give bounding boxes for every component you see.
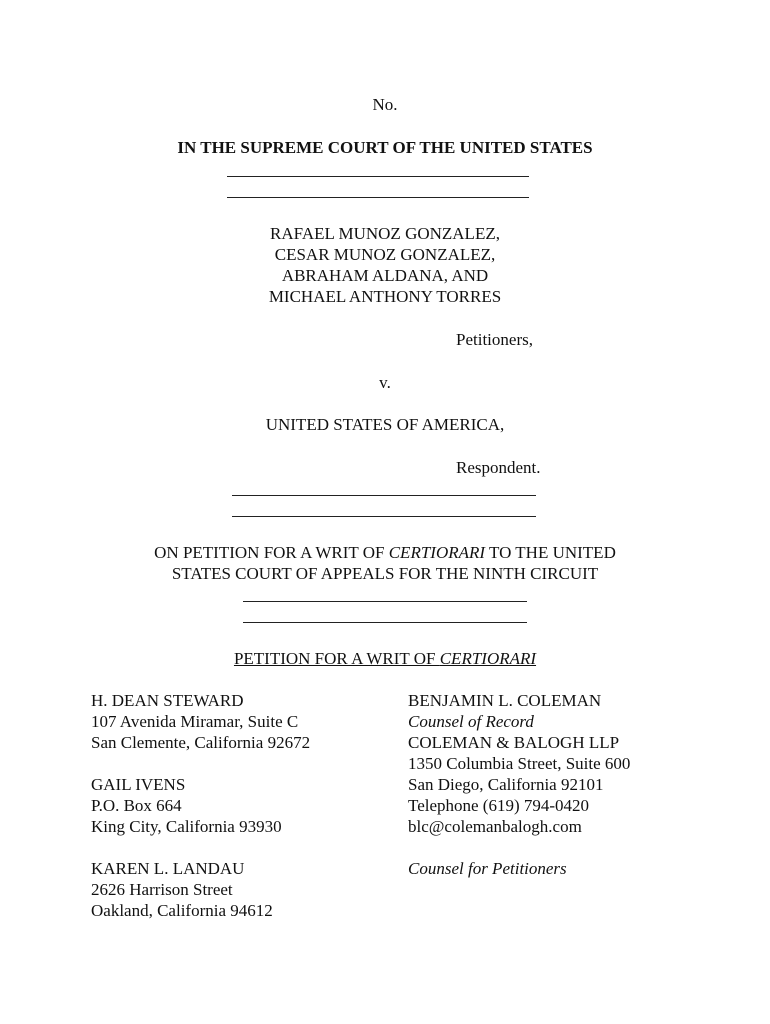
firm-street: 1350 Columbia Street, Suite 600 [408,754,631,773]
law-firm: COLEMAN & BALOGH LLP [408,733,620,752]
petitioner-name: CESAR MUNOZ GONZALEZ, [274,245,496,264]
counsel-address: 107 Avenida Miramar, Suite C [91,712,299,731]
document-title [0,648,770,669]
divider-line [232,495,536,496]
petitioner-name: MICHAEL ANTHONY TORRES [268,287,502,306]
firm-city: San Diego, California 92101 [408,775,604,794]
counsel-for-label: Counsel for Petitioners [408,859,567,878]
right-counsel-column [408,690,630,879]
respondent-label: Respondent. [456,458,541,477]
counsel-name: KAREN L. LANDAU [91,859,245,878]
divider-line [227,176,529,177]
on-petition-text: TO THE UNITED [485,543,616,562]
divider-line [243,601,527,602]
counsel-name: GAIL IVENS [91,775,186,794]
certiorari-italic: CERTIORARI [388,543,486,562]
petitioner-name: ABRAHAM ALDANA, AND [281,266,489,285]
divider-line [243,622,527,623]
counsel-address: 2626 Harrison Street [91,880,233,899]
court-heading: IN THE SUPREME COURT OF THE UNITED STATES [177,138,593,157]
on-petition-text: ON PETITION FOR A WRIT OF [154,543,389,562]
on-petition-line-1 [0,542,770,563]
on-petition-line-2: STATES COURT OF APPEALS FOR THE NINTH CIRCUIT [171,564,599,583]
counsel-name: BENJAMIN L. COLEMAN [408,691,602,710]
petitioner-name: RAFAEL MUNOZ GONZALEZ, [270,224,500,243]
versus: v. [379,373,391,392]
counsel-city: San Clemente, California 92672 [91,733,311,752]
divider-line [232,516,536,517]
title-text: PETITION FOR A WRIT OF [233,649,440,668]
firm-email: blc@colemanbalogh.com [408,817,582,836]
title-italic: CERTIORARI [439,649,537,668]
counsel-city: Oakland, California 94612 [91,901,273,920]
firm-phone: Telephone (619) 794-0420 [408,796,590,815]
petitioners-label: Petitioners, [456,330,533,349]
docket-number: No. [372,95,398,114]
counsel-city: King City, California 93930 [91,817,282,836]
counsel-address: P.O. Box 664 [91,796,182,815]
counsel-role: Counsel of Record [408,712,534,731]
left-counsel-column [91,690,310,921]
counsel-name: H. DEAN STEWARD [91,691,244,710]
divider-line [227,197,529,198]
respondent-name: UNITED STATES OF AMERICA, [265,415,505,434]
